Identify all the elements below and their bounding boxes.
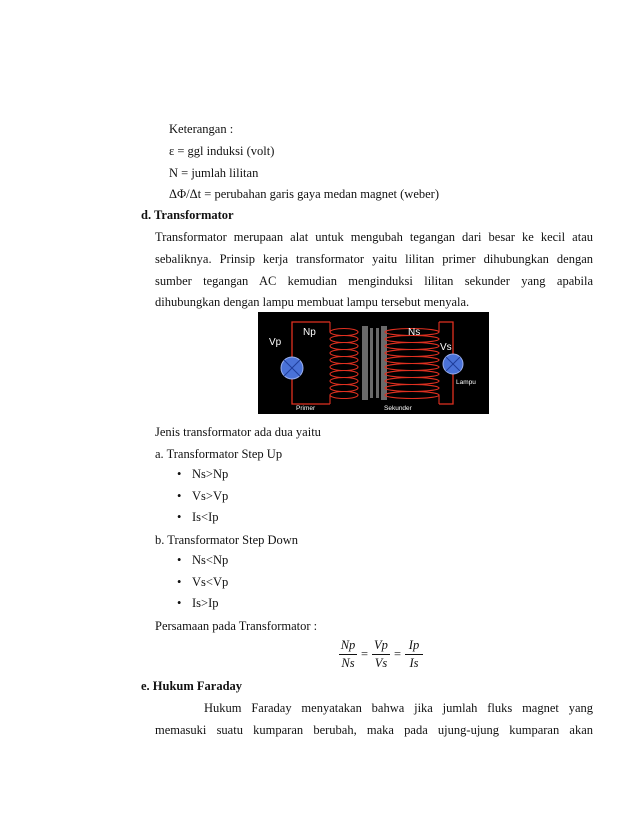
legend-item-flux: ΔΦ/Δt = perubahan garis gaya medan magnet (weber) (169, 187, 440, 201)
paragraph-line: Transformator merupaan alat untuk mengubah tegangan dari besar ke kecil atau (155, 230, 593, 244)
label-primer: Primer (296, 405, 316, 412)
equals-sign: = (361, 647, 369, 661)
bullet-icon: • (177, 575, 182, 589)
paragraph-line: sebaliknya. Prinsip kerja transformator yaitu lilitan primer dihubungkan dengan (155, 252, 593, 266)
equation-label: Persamaan pada Transformator : (155, 619, 318, 633)
numerator: Vp (374, 638, 388, 652)
section-heading-transformator: d. Transformator (141, 208, 234, 222)
iron-core (362, 326, 387, 400)
paragraph-line: dihubungkan dengan lampu membuat lampu tersebut menyala. (155, 295, 470, 309)
section-heading-faraday: e. Hukum Faraday (141, 679, 243, 693)
list-item: Is<Ip (192, 510, 219, 524)
bullet-icon: • (177, 596, 182, 610)
bullet-icon: • (177, 553, 182, 567)
paragraph-line: memasuki suatu kumparan berubah, maka pada ujung-ujung kumparan akan (155, 723, 593, 737)
step-up-label: a. Transformator Step Up (155, 447, 283, 461)
label-np: Np (303, 327, 316, 338)
list-item: Vs<Vp (192, 575, 229, 589)
numerator: Ip (408, 638, 420, 652)
step-down-label: b. Transformator Step Down (155, 533, 299, 547)
types-intro: Jenis transformator ada dua yaitu (155, 425, 321, 439)
denominator: Vs (374, 656, 388, 670)
list-item: Ns>Np (192, 467, 229, 481)
transformer-formula (338, 638, 428, 672)
bullet-icon: • (177, 467, 182, 481)
label-sekunder: Sekunder (384, 405, 412, 412)
list-item: Ns<Np (192, 553, 229, 567)
legend-item-turns: N = jumlah lilitan (169, 166, 259, 180)
bullet-icon: • (177, 489, 182, 503)
legend-title: Keterangan : (169, 122, 234, 136)
bullet-icon: • (177, 510, 182, 524)
paragraph-line: sumber tegangan AC kemudian menginduksi lilitan sekunder yang apabila (155, 274, 593, 288)
ac-source-icon (281, 357, 303, 379)
numerator: Np (340, 638, 356, 652)
denominator: Is (409, 656, 419, 670)
legend-item-emf: ε = ggl induksi (volt) (169, 144, 275, 158)
primary-coil (330, 322, 358, 404)
paragraph-line: Hukum Faraday menyatakan bahwa jika jumlah fluks magnet yang (204, 701, 593, 715)
equals-sign: = (394, 647, 402, 661)
label-lampu: Lampu (456, 379, 476, 386)
label-vs: Vs (440, 342, 452, 353)
denominator: Ns (341, 656, 355, 670)
list-item: Vs>Vp (192, 489, 229, 503)
transformer-diagram (258, 312, 489, 414)
lamp-icon (443, 354, 463, 374)
transformer-illustration (258, 312, 489, 414)
label-vp: Vp (269, 337, 282, 348)
list-item: Is>Ip (192, 596, 219, 610)
label-ns: Ns (408, 327, 421, 338)
